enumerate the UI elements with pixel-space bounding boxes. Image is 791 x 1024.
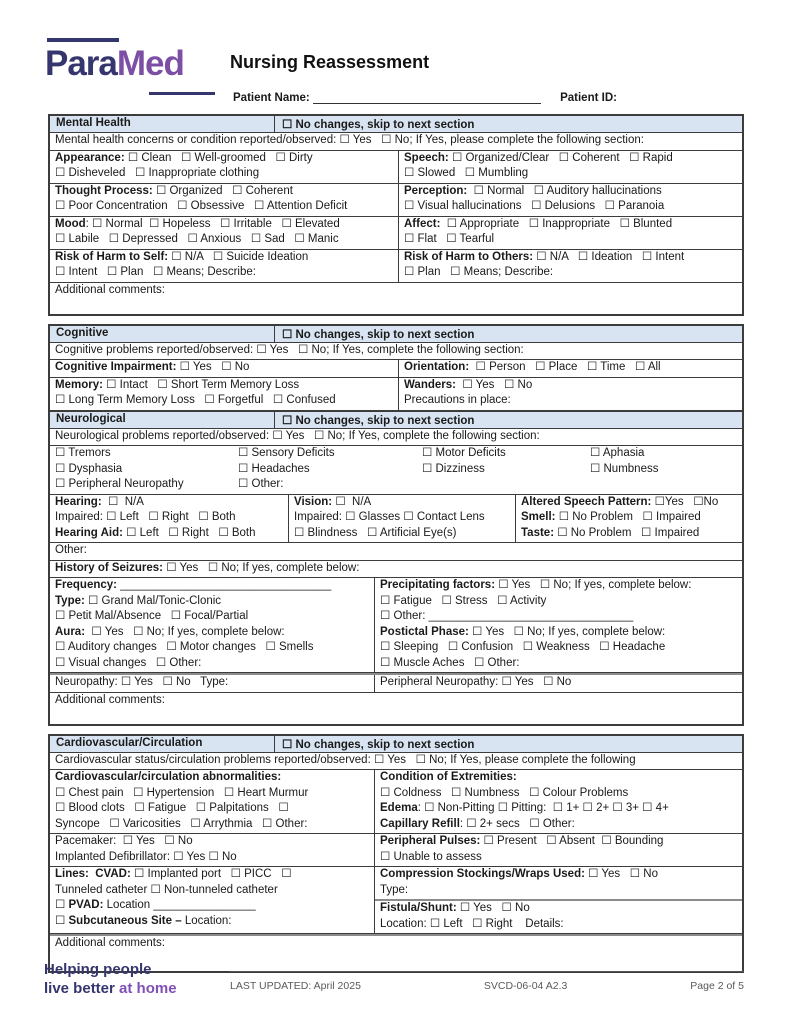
neurological-section-title: Neurological <box>50 412 275 428</box>
table-row <box>50 343 742 361</box>
table-row <box>50 834 742 867</box>
cardiovascular-header-row <box>50 736 742 753</box>
tagline-accent: at home <box>119 980 177 997</box>
footer-meta <box>230 971 744 992</box>
cog-problems-question[interactable]: Cognitive problems reported/observed: ☐ Yes ☐ No; If Yes, complete the following section: <box>55 343 524 356</box>
neuro-symptoms-col3[interactable]: ☐ Motor Deficits ☐ Dizziness <box>422 447 506 475</box>
cardio-pulses-cell[interactable]: Peripheral Pulses: ☐ Present ☐ Absent ☐ Bounding ☐ Unable to assess <box>374 834 742 866</box>
section-gap <box>48 316 744 324</box>
neurological-no-changes-checkbox[interactable]: ☐ No changes, skip to next section <box>282 414 475 427</box>
table-row <box>50 250 742 283</box>
table-row <box>50 151 742 184</box>
table-row <box>50 133 742 151</box>
mental-health-section-title: Mental Health <box>50 116 275 132</box>
neuro-symptoms-col4[interactable]: ☐ Aphasia ☐ Numbness <box>590 447 659 475</box>
cardio-fistula-cell[interactable]: Fistula/Shunt: ☐ Yes ☐ No Location: ☐ Left ☐ Right Details: <box>375 899 742 933</box>
cog-orientation-cell[interactable]: Orientation: ☐ Person ☐ Place ☐ Time ☐ All <box>398 360 742 377</box>
neuro-seizure-history-cell[interactable]: History of Seizures: ☐ Yes ☐ No; If yes, complete below: <box>55 561 360 574</box>
neuro-problems-question[interactable]: Neurological problems reported/observed: ☐ Yes ☐ No; If Yes, complete the following section: <box>55 429 540 442</box>
logo-para: Para <box>45 44 117 83</box>
neuro-hearing-cell[interactable]: Hearing: ☐ N/A Impaired: ☐ Left ☐ Right ☐ Both Hearing Aid: ☐ Left ☐ Right ☐ Both <box>55 495 256 539</box>
cardio-right-split <box>374 867 742 933</box>
mental-health-no-changes-checkbox[interactable]: ☐ No changes, skip to next section <box>282 119 475 131</box>
cog-memory-cell[interactable]: Memory: ☐ Intact ☐ Short Term Memory Loss ☐ Long Term Memory Loss ☐ Forgetful ☐ Confused <box>55 378 336 406</box>
cognitive-section-title: Cognitive <box>50 326 275 342</box>
mh-additional-comments[interactable]: Additional comments: <box>55 283 165 296</box>
neurological-header-row <box>50 411 742 429</box>
page-title: Nursing Reassessment <box>230 52 430 72</box>
neuro-neuropathy-cell[interactable]: Neuropathy: ☐ Yes ☐ No Type: <box>55 676 229 688</box>
mh-concerns-question[interactable]: Mental health concerns or condition reported/observed: ☐ Yes ☐ No; If Yes, please complete the following section: <box>55 134 644 146</box>
mh-risk-self-cell[interactable]: Risk of Harm to Self: ☐ N/A ☐ Suicide Ideation ☐ Intent ☐ Plan ☐ Means; Describe: <box>55 250 309 278</box>
cardio-pacemaker-cell[interactable]: Pacemaker: ☐ Yes ☐ No Implanted Defibrillator: ☐ Yes ☐ No <box>55 835 237 863</box>
logo-bottom-bar <box>149 92 215 95</box>
mh-thought-process-cell[interactable]: Thought Process: ☐ Organized ☐ Coherent ☐ Poor Concentration ☐ Obsessive ☐ Attention Deficit <box>55 184 348 212</box>
table-row <box>50 446 742 495</box>
patient-id-label: Patient ID: <box>560 92 617 104</box>
table-row <box>50 693 742 724</box>
logo-top-bar <box>47 38 119 42</box>
cognitive-header-row <box>50 326 742 343</box>
mh-risk-others-cell[interactable]: Risk of Harm to Others: ☐ N/A ☐ Ideation ☐ Intent ☐ Plan ☐ Means; Describe: <box>398 250 742 282</box>
table-row <box>50 429 742 447</box>
cog-wanders-cell[interactable]: Wanders: ☐ Yes ☐ No Precautions in place: <box>398 378 742 410</box>
patient-name-label: Patient Name: <box>233 92 310 104</box>
footer-page-number: Page 2 of 5 <box>690 980 744 992</box>
mh-affect-cell[interactable]: Affect: ☐ Appropriate ☐ Inappropriate ☐ Blunted ☐ Flat ☐ Tearful <box>398 217 742 249</box>
cardio-lines-cvad-cell[interactable]: Lines: CVAD: ☐ Implanted port ☐ PICC ☐ Tunneled catheter ☐ Non-tunneled catheter ☐ PVAD: Location ________________ ☐ Subcutaneous Site – Location: <box>55 868 292 927</box>
footer-last-updated: LAST UPDATED: April 2025 <box>230 980 361 992</box>
cardio-abnormalities-cell[interactable]: Cardiovascular/circulation abnormalities: ☐ Chest pain ☐ Hypertension ☐ Heart Murmur ☐ Blood clots ☐ Fatigue ☐ Palpitations ☐ Syncope ☐ Varicosities ☐ Arrythmia ☐ Other: <box>55 771 309 830</box>
footer-doc-code: SVCD-06-04 A2.3 <box>483 980 568 992</box>
table-row <box>50 495 742 544</box>
cardiovascular-section-title: Cardiovascular/Circulation <box>50 736 275 752</box>
tagline-line1: Helping people <box>44 961 152 978</box>
patient-name-field[interactable] <box>313 92 541 104</box>
table-row <box>50 753 742 771</box>
neuro-other-cell[interactable]: Other: <box>55 544 87 556</box>
patient-line <box>233 92 745 116</box>
mh-speech-cell[interactable]: Speech: ☐ Organized/Clear ☐ Coherent ☐ Rapid ☐ Slowed ☐ Mumbling <box>398 151 742 183</box>
cog-impairment-cell[interactable]: Cognitive Impairment: ☐ Yes ☐ No <box>55 361 250 373</box>
table-row <box>50 543 742 561</box>
cardio-additional-comments[interactable]: Additional comments: <box>55 937 165 949</box>
neuro-seizure-right-cell[interactable]: Precipitating factors: ☐ Yes ☐ No; If yes, complete below: ☐ Fatigue ☐ Stress ☐ Activity ☐ Other: ________________________________ Postictal Phase: ☐ Yes ☐ No; If yes, complete below: ☐ Sleeping ☐ Confusion ☐ Weakness ☐ Headache ☐ Muscle Aches ☐ Other: <box>374 578 742 672</box>
logo-wordmark <box>45 44 184 84</box>
cognitive-neurological-section <box>48 324 744 726</box>
table-row <box>50 360 742 378</box>
cognitive-no-changes-checkbox[interactable]: ☐ No changes, skip to next section <box>282 328 475 341</box>
cardio-extremities-cell[interactable]: Condition of Extremities: ☐ Coldness ☐ Numbness ☐ Colour Problems Edema: ☐ Non-Pitting ☐ Pitting: ☐ 1+ ☐ 2+ ☐ 3+ ☐ 4+ Capillary Refill: ☐ 2+ secs ☐ Other: <box>374 770 742 833</box>
table-row <box>50 561 742 579</box>
tagline-line2: live better at home <box>44 980 177 997</box>
cardiovascular-section <box>48 734 744 974</box>
paramed-logo <box>45 38 225 98</box>
reassessment-form <box>48 114 744 973</box>
table-row <box>50 867 742 934</box>
logo-med: Med <box>116 44 184 83</box>
neuro-symptoms-col2[interactable]: ☐ Sensory Deficits ☐ Headaches ☐ Other: <box>238 447 335 490</box>
brand-tagline <box>44 960 177 998</box>
mental-health-section <box>48 114 744 316</box>
mh-appearance-cell[interactable]: Appearance: ☐ Clean ☐ Well-groomed ☐ Dirty ☐ Disheveled ☐ Inappropriate clothing <box>55 151 313 179</box>
cardio-problems-question[interactable]: Cardiovascular status/circulation problems reported/observed: ☐ Yes ☐ No; If Yes, please complete the following <box>55 753 636 766</box>
cardiovascular-no-changes-checkbox[interactable]: ☐ No changes, skip to next section <box>282 738 475 751</box>
neuro-seizure-left-cell[interactable]: Frequency: _________________________________ Type: ☐ Grand Mal/Tonic-Clonic ☐ Petit Mal/Absence ☐ Focal/Partial Aura: ☐ Yes ☐ No; If yes, complete below: ☐ Auditory changes ☐ Motor changes ☐ Smells ☐ Visual changes ☐ Other: <box>55 579 332 669</box>
neuro-vision-cell[interactable]: Vision: ☐ N/A Impaired: ☐ Glasses ☐ Contact Lens ☐ Blindness ☐ Artificial Eye(s) <box>288 495 515 543</box>
mh-mood-cell[interactable]: Mood: ☐ Normal ☐ Hopeless ☐ Irritable ☐ Elevated ☐ Labile ☐ Depressed ☐ Anxious ☐ Sad ☐ Manic <box>55 217 340 245</box>
table-row <box>50 770 742 834</box>
table-row <box>50 673 742 693</box>
table-row <box>50 217 742 250</box>
mh-perception-cell[interactable]: Perception: ☐ Normal ☐ Auditory hallucinations ☐ Visual hallucinations ☐ Delusions ☐ Paranoia <box>398 184 742 216</box>
table-row <box>50 378 742 411</box>
neuro-additional-comments[interactable]: Additional comments: <box>55 693 165 706</box>
table-row <box>50 184 742 217</box>
neuro-speech-smell-taste-cell[interactable]: Altered Speech Pattern: ☐Yes ☐No Smell: ☐ No Problem ☐ Impaired Taste: ☐ No Problem ☐ Impaired <box>515 495 742 543</box>
section-gap <box>48 726 744 734</box>
table-row <box>50 578 742 673</box>
cardio-compression-cell[interactable]: Compression Stockings/Wraps Used: ☐ Yes ☐ No Type: <box>380 868 658 896</box>
table-row <box>50 283 742 314</box>
neuro-peripheral-neuropathy-cell[interactable]: Peripheral Neuropathy: ☐ Yes ☐ No <box>374 675 742 692</box>
neuro-symptoms-col1[interactable]: ☐ Tremors ☐ Dysphasia ☐ Peripheral Neuropathy <box>55 447 184 490</box>
mental-health-header-row <box>50 116 742 133</box>
